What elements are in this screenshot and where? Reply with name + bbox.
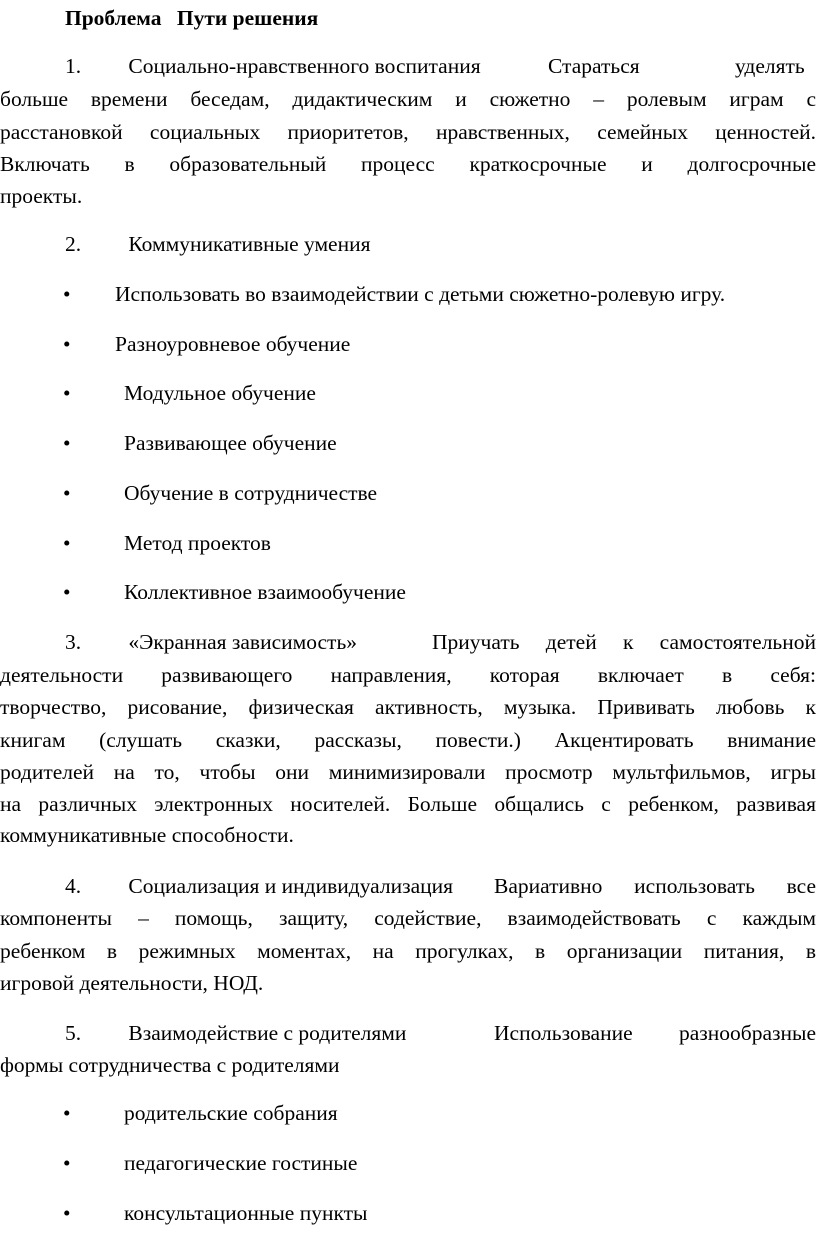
list-item [63, 279, 71, 309]
section-5-line-1: формы сотрудничества с родителями [0, 1053, 340, 1077]
list-item-text: консультационные пункты [124, 1201, 368, 1225]
list-item [63, 1148, 71, 1178]
section-1-line-3: Включать в образовательный процесс краткосрочные и долгосрочные [0, 152, 816, 176]
bullet-icon: • [63, 580, 71, 604]
list-item [63, 528, 71, 558]
section-title: Взаимодействие с родителями [128, 1021, 407, 1045]
header-problem: Проблема [65, 6, 162, 30]
list-item [63, 478, 71, 508]
section-number: 1. [65, 54, 82, 78]
section-3-line-2: творчество, рисование, физическая активность, музыка. Прививать любовь к [0, 695, 816, 719]
section-title: «Экранная зависимость» [128, 630, 358, 654]
list-item [63, 329, 71, 359]
section-1-header [65, 51, 816, 81]
bullet-icon: • [63, 1151, 71, 1175]
list-item-text: Коллективное взаимообучение [124, 580, 406, 604]
section-1-line-2: расстановкой социальных приоритетов, нравственных, семейных ценностей. [0, 120, 816, 144]
section-1-word-2: уделять [735, 54, 805, 78]
section-4-first-line: Вариативно использовать все [494, 874, 816, 898]
section-1-line-1: больше времени беседам, дидактическим и сюжетно – ролевым играм с [0, 87, 816, 111]
section-3-line-6: коммуникативные способности. [0, 823, 294, 847]
section-title: Социализация и индивидуализация [128, 874, 454, 898]
list-item-text: Метод проектов [124, 531, 271, 555]
section-3-line-1: деятельности развивающего направления, которая включает в себя: [0, 663, 816, 687]
bullet-icon: • [63, 431, 71, 455]
list-item-text: родительские собрания [124, 1101, 338, 1125]
bullet-icon: • [63, 381, 71, 405]
bullet-icon: • [63, 531, 71, 555]
section-number: 4. [65, 874, 82, 898]
bullet-icon: • [63, 282, 71, 306]
list-item [63, 1198, 71, 1228]
section-number: 2. [65, 232, 82, 256]
bullet-icon: • [63, 1101, 71, 1125]
section-title: Коммуникативные умения [128, 232, 371, 256]
list-item-text: педагогические гостиные [124, 1151, 358, 1175]
section-3-line-5: на различных электронных носителей. Больше общались с ребенком, развивая [0, 792, 816, 816]
section-3-line-3: книгам (слушать сказки, рассказы, повести.) Акцентировать внимание [0, 728, 816, 752]
section-4-line-3: игровой деятельности, НОД. [0, 971, 264, 995]
list-item-text: Обучение в сотрудничестве [124, 481, 378, 505]
section-1-line-4: проекты. [0, 184, 83, 208]
section-4-line-1: компоненты – помощь, защиту, содействие, взаимодействовать с каждым [0, 906, 816, 930]
section-number: 3. [65, 630, 82, 654]
section-title: Социально-нравственного воспитания [128, 54, 481, 78]
section-4-line-2: ребенком в режимных моментах, на прогулках, в организации питания, в [0, 939, 816, 963]
section-2-header [65, 229, 816, 259]
list-item-text: Использовать во взаимодействии с детьми сюжетно-ролевую игру. [115, 282, 726, 306]
list-item-text: Модульное обучение [124, 381, 316, 405]
bullet-icon: • [63, 332, 71, 356]
list-item [63, 1098, 71, 1128]
section-number: 5. [65, 1021, 82, 1045]
list-item [63, 577, 71, 607]
bullet-icon: • [63, 481, 71, 505]
section-3-first-line: Приучать детей к самостоятельной [432, 630, 816, 654]
list-item [63, 378, 71, 408]
section-3-line-4: родителей на то, чтобы они минимизировали просмотр мультфильмов, игры [0, 760, 816, 784]
list-item-text: Развивающее обучение [124, 431, 337, 455]
section-1-word-1: Стараться [548, 54, 640, 78]
section-5-first-line: Использование разнообразные [494, 1021, 816, 1045]
table-header [65, 1, 318, 35]
list-item [63, 428, 71, 458]
list-item-text: Разноуровневое обучение [115, 332, 351, 356]
header-solutions: Пути решения [176, 6, 319, 30]
bullet-icon: • [63, 1201, 71, 1225]
